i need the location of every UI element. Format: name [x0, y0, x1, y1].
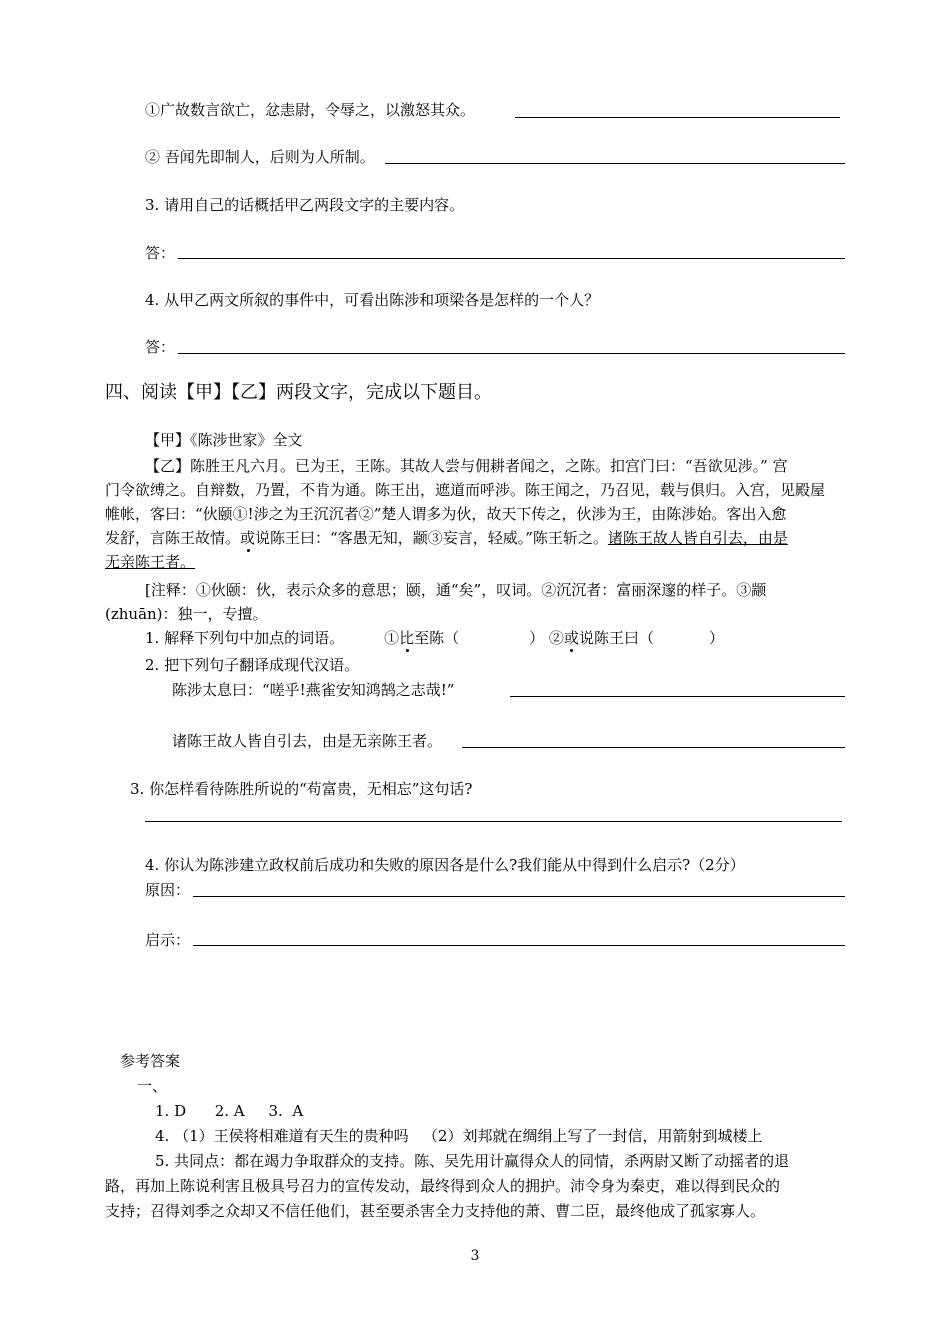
- dotted-char: 比: [399, 629, 415, 647]
- q2-item-2: ② 吾闻先即制人，后则为人所制。: [145, 148, 375, 166]
- answer-label: 答：: [145, 338, 176, 356]
- q1-text: 1. 解释下列句中加点的词语。: [145, 629, 345, 647]
- answer-line[interactable]: [145, 821, 842, 822]
- dotted-char: 或: [240, 529, 256, 547]
- yi-text-line: 【乙】陈胜王凡六月。已为王，王陈。其故人尝与佣耕者闻之，之陈。扣宫门曰：“吾欲见涉。” 宫: [145, 457, 788, 475]
- answer-line-text: 5. 共同点：都在竭力争取群众的支持。陈、吴先用计赢得众人的同情，杀两尉又断了动摇者的退: [155, 1152, 790, 1170]
- q2-text: 2. 把下列句子翻译成现代汉语。: [145, 656, 360, 674]
- answer-line[interactable]: [178, 353, 845, 354]
- translate-sentence: 陈涉太息曰：“嗟乎!燕雀安知鸿鹄之志哉!”: [172, 681, 455, 699]
- insight-label: 启示：: [145, 931, 191, 949]
- answer-label: 答：: [145, 244, 176, 262]
- q1-marker: ） ②: [529, 629, 564, 647]
- notes-line: [注释：①伙颐：伙，表示众多的意思；颐，通“矣”，叹词。②沉沉者：富丽深邃的样子。③颛: [145, 581, 767, 599]
- answer-line[interactable]: [462, 747, 845, 748]
- q3-text: 3. 请用自己的话概括甲乙两段文字的主要内容。: [145, 196, 465, 214]
- answers-section: 一、: [137, 1077, 168, 1095]
- yi-text-segment: 发舒，言陈王故情。: [105, 529, 241, 547]
- q2-item-1: ①广故数言欲亡，忿恚尉，令辱之，以激怒其众。: [145, 101, 476, 119]
- reason-label: 原因：: [145, 881, 191, 899]
- page-number: 3: [470, 1248, 480, 1264]
- underlined-sentence: 无亲陈王者。: [105, 553, 196, 571]
- answer-line-text: 路，再加上陈说利害且极具号召力的宣传发动，最终得到众人的拥护。沛令身为秦吏，难以得到民众的: [105, 1177, 781, 1195]
- jia-title: 【甲】《陈涉世家》全文: [145, 431, 303, 449]
- answer-line-text: 支持；召得刘季之众却又不信任他们，甚至要杀害全力支持他的萧、曹二臣，最终他成了孤家寡人。: [105, 1202, 766, 1220]
- answer-line[interactable]: [193, 896, 845, 897]
- q1-b-text: 说陈王曰（: [578, 629, 654, 647]
- answer-line-text: 4. （1）王侯将相难道有天生的贵种吗 （2）刘邦就在绸绢上写了一封信，用箭射到城楼上: [155, 1127, 763, 1145]
- yi-text-line: 门令欲缚之。自辩数，乃置，不肯为通。陈王出，遮道而呼涉。陈王闻之，乃召见，载与俱归。入宫，见殿屋: [105, 481, 826, 499]
- q3-text: 3. 你怎样看待陈胜所说的“苟富贵，无相忘”这句话?: [130, 780, 473, 798]
- answer-line[interactable]: [515, 117, 840, 118]
- q1-bracket: ）: [708, 629, 724, 647]
- translate-sentence: 诸陈王故人皆自引去，由是无亲陈王者。: [172, 732, 443, 750]
- answer-line[interactable]: [510, 696, 845, 697]
- underlined-sentence: 诸陈王故人皆自引去，由是: [607, 529, 788, 547]
- section-heading: 四、阅读【甲】【乙】两段文字，完成以下题目。: [105, 382, 492, 403]
- answer-line-text: 1. D 2. A 3. A: [155, 1102, 304, 1120]
- answer-line[interactable]: [193, 945, 845, 946]
- answer-line[interactable]: [178, 258, 845, 259]
- q4-text: 4. 你认为陈涉建立政权前后成功和失败的原因各是什么?我们能从中得到什么启示?（2分）: [145, 856, 745, 874]
- q1-line: [145, 628, 724, 648]
- answers-title: 参考答案: [120, 1052, 181, 1070]
- yi-text-line: 帷帐，客曰：“伙颐①!涉之为王沉沉者②”楚人谓多为伙，故天下传之，伙涉为王，由陈涉始。客出入愈: [105, 505, 787, 523]
- notes-line: (zhuān)：独一，专擅。: [105, 605, 268, 623]
- yi-text-segment: 说陈王曰：“客愚无知，颛③妄言，轻威。”陈王斩之。: [255, 529, 608, 547]
- q1-marker: ①: [384, 629, 400, 647]
- dotted-char: 或: [563, 629, 579, 647]
- yi-text-line: [105, 528, 788, 548]
- q4-text: 4. 从甲乙两文所叙的事件中，可看出陈涉和项梁各是怎样的一个人？: [145, 291, 600, 309]
- q1-a-text: 至陈（: [414, 629, 460, 647]
- answer-line[interactable]: [385, 163, 845, 164]
